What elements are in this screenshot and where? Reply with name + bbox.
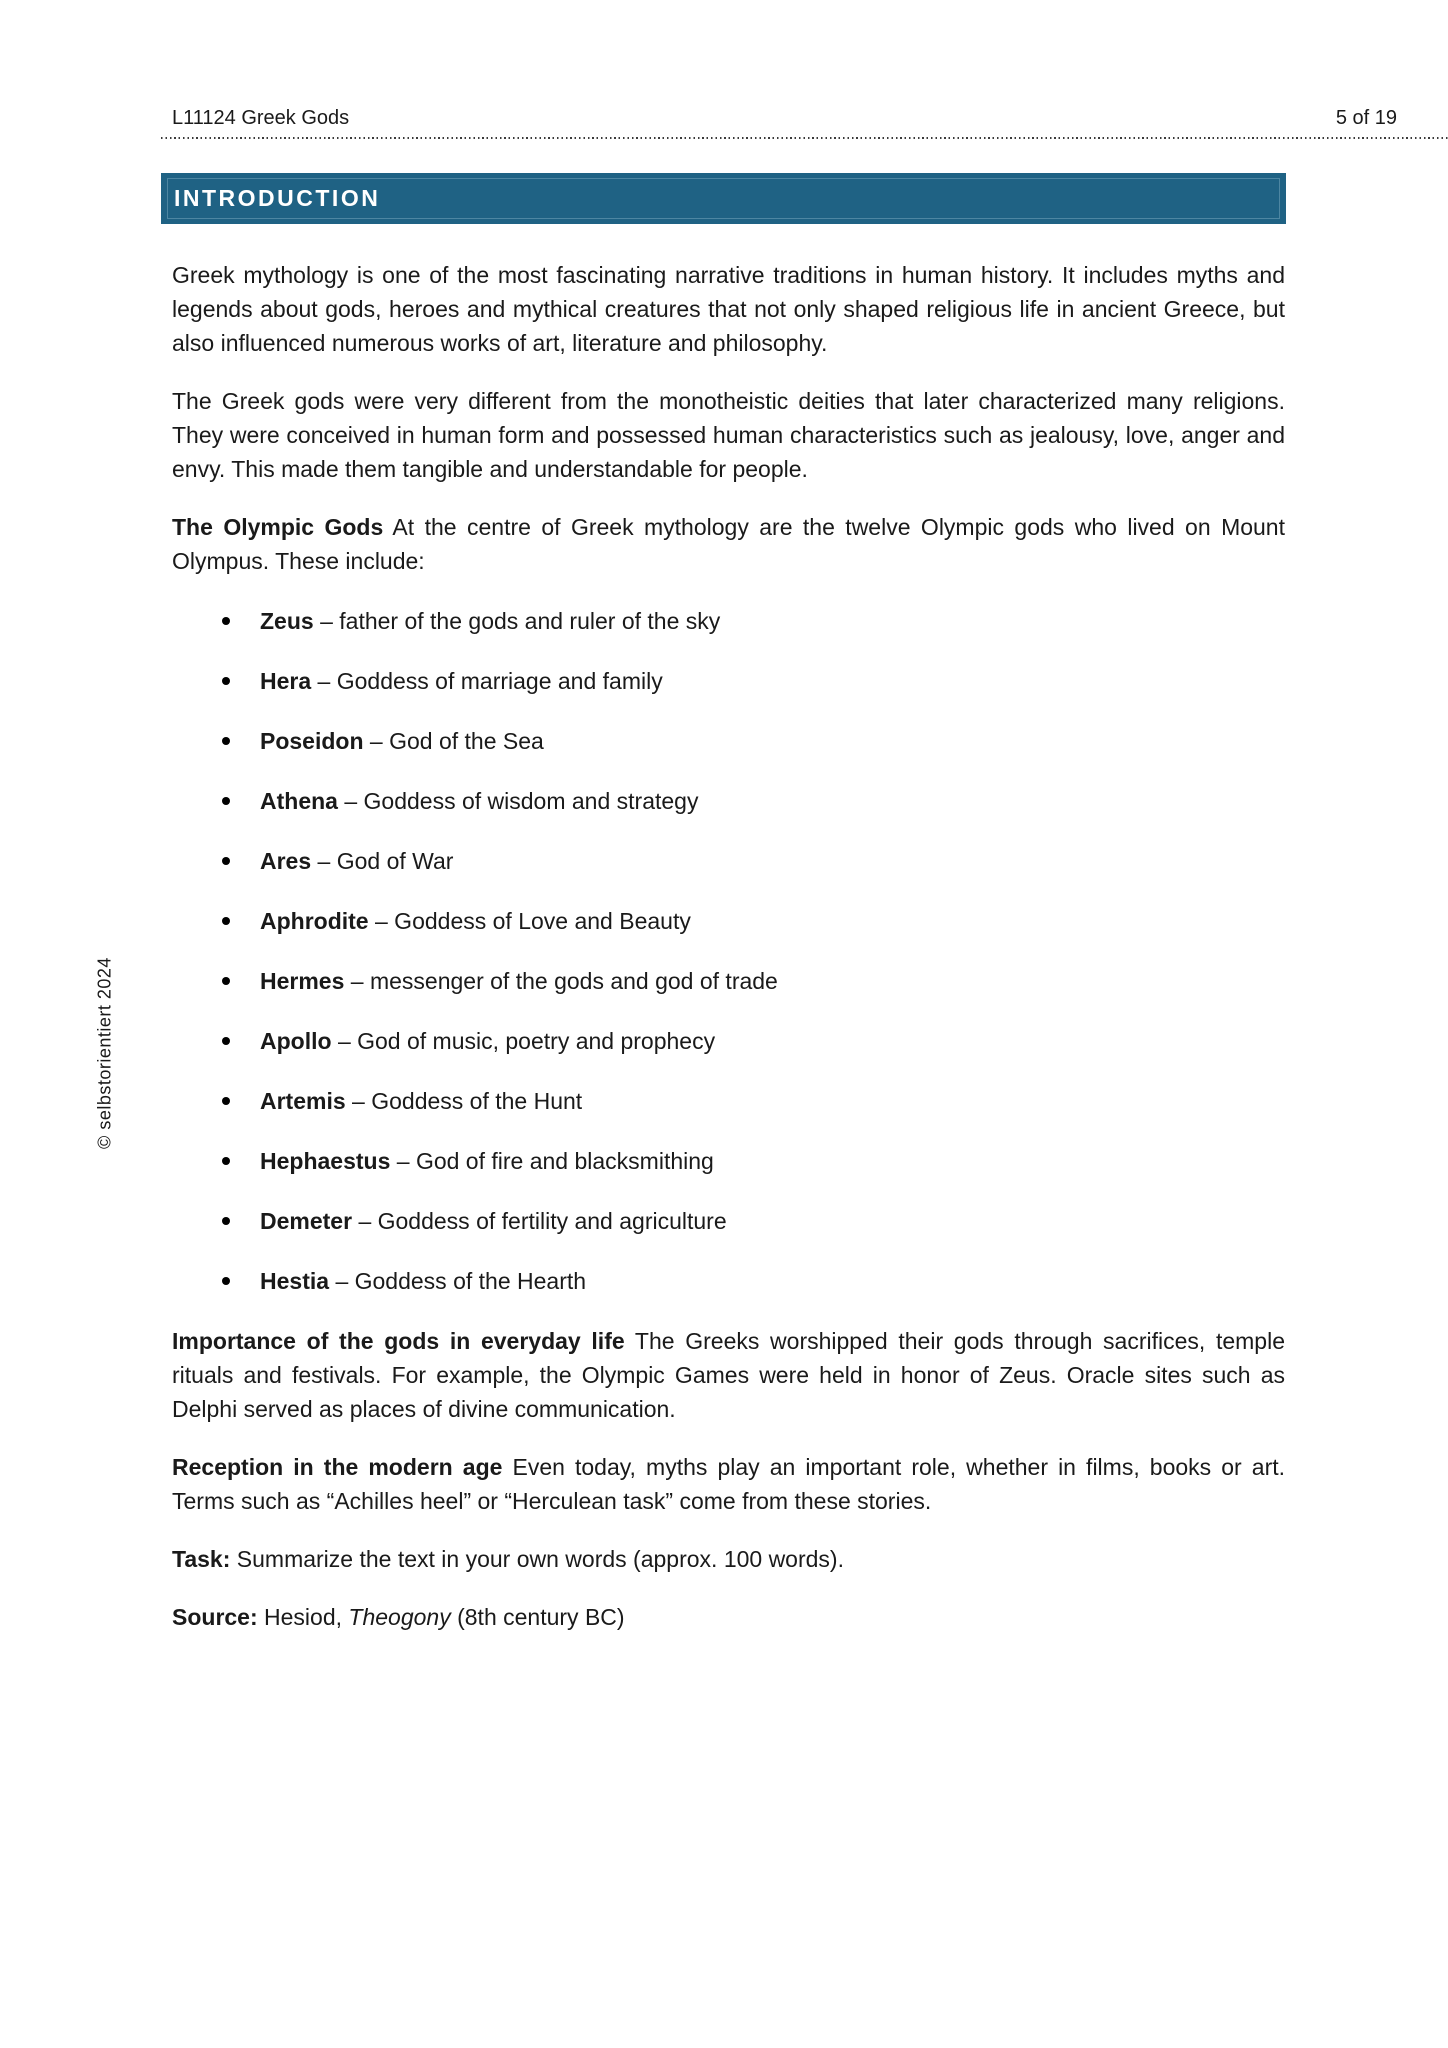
paragraph-reception [172,1450,1285,1518]
god-description: – God of War [317,848,454,874]
source-lead: Source: [172,1604,258,1630]
god-list-item [172,904,1285,938]
god-list-item [172,784,1285,818]
god-description: – Goddess of fertility and agriculture [358,1208,727,1234]
god-name: Apollo [260,1028,332,1054]
god-list-item [172,1204,1285,1238]
header-dotted-rule [161,137,1448,139]
olympic-gods-lead: The Olympic Gods [172,514,384,540]
page-header [162,106,1448,130]
god-list-item [172,964,1285,998]
header-page-number: 5 of 19 [1335,107,1397,129]
god-description: – God of fire and blacksmithing [396,1148,714,1174]
god-description: – messenger of the gods and god of trade [350,968,778,994]
god-name: Poseidon [260,728,364,754]
paragraph-source [172,1600,1285,1634]
god-list-item [172,1024,1285,1058]
god-description: – Goddess of the Hunt [352,1088,583,1114]
god-name: Ares [260,848,312,874]
god-description: – Goddess of Love and Beauty [375,908,691,934]
god-name: Athena [260,788,338,814]
god-list-item [172,1144,1285,1178]
god-description: – Goddess of wisdom and strategy [344,788,699,814]
paragraph-intro-1: Greek mythology is one of the most fascinating narrative traditions in human history. It includes myths and legends about gods, heroes and mythical creatures that not only shaped religious life in ancient Greece, but also influenced numerous works of art, literature and philosophy. [172,262,1285,356]
god-name: Zeus [260,608,314,634]
god-name: Artemis [260,1088,346,1114]
god-name: Hestia [260,1268,330,1294]
god-list-item [172,664,1285,698]
god-name: Hermes [260,968,345,994]
task-lead: Task: [172,1546,231,1572]
copyright-watermark: © selbstorientiert 2024 [94,957,115,1149]
god-list-item [172,604,1285,638]
source-pre: Hesiod, [257,1604,349,1630]
god-description: – God of music, poetry and prophecy [337,1028,716,1054]
source-work-title: Theogony [348,1604,451,1630]
importance-text: The Greeks worshipped their gods through sacrifices, temple rituals and festivals. For example, the Olympic Games were held in honor of Zeus. Oracle sites such as Delphi served as places of divine communication. [172,1328,1286,1422]
reception-lead: Reception in the modern age [172,1454,503,1480]
god-description: – father of the gods and ruler of the sky [320,608,721,634]
gods-list [172,604,1285,1298]
god-description: – Goddess of the Hearth [335,1268,587,1294]
god-name: Hera [260,668,312,694]
section-title-bar [161,173,1286,224]
paragraph-task [172,1542,1285,1576]
task-text: Summarize the text in your own words (approx. 100 words). [230,1546,844,1572]
god-description: – God of the Sea [369,728,544,754]
olympic-gods-text: At the centre of Greek mythology are the twelve Olympic gods who lived on Mount Olympus. These include: [172,514,1285,574]
god-name: Hephaestus [260,1148,391,1174]
paragraph-importance [172,1324,1285,1426]
god-list-item [172,1264,1285,1298]
document-body [172,224,1285,1634]
god-name: Aphrodite [260,908,369,934]
paragraph-olympic-gods [172,510,1285,578]
paragraph-intro-2: The Greek gods were very different from the monotheistic deities that later characterized many religions. They were conceived in human form and possessed human characteristics such as jealousy, love, anger and envy. This made them tangible and understandable for people. [172,388,1285,482]
source-post: (8th century BC) [450,1604,625,1630]
god-list-item [172,844,1285,878]
header-course-code: L11124 Greek Gods [172,107,350,129]
reception-text: Even today, myths play an important role, whether in films, books or art. Terms such as “Achilles heel” or “Herculean task” come from these stories. [172,1454,1286,1514]
importance-lead: Importance of the gods in everyday life [172,1328,625,1354]
god-description: – Goddess of marriage and family [317,668,663,694]
god-list-item [172,724,1285,758]
god-list-item [172,1084,1285,1118]
section-title: INTRODUCTION [174,185,381,211]
god-name: Demeter [260,1208,353,1234]
